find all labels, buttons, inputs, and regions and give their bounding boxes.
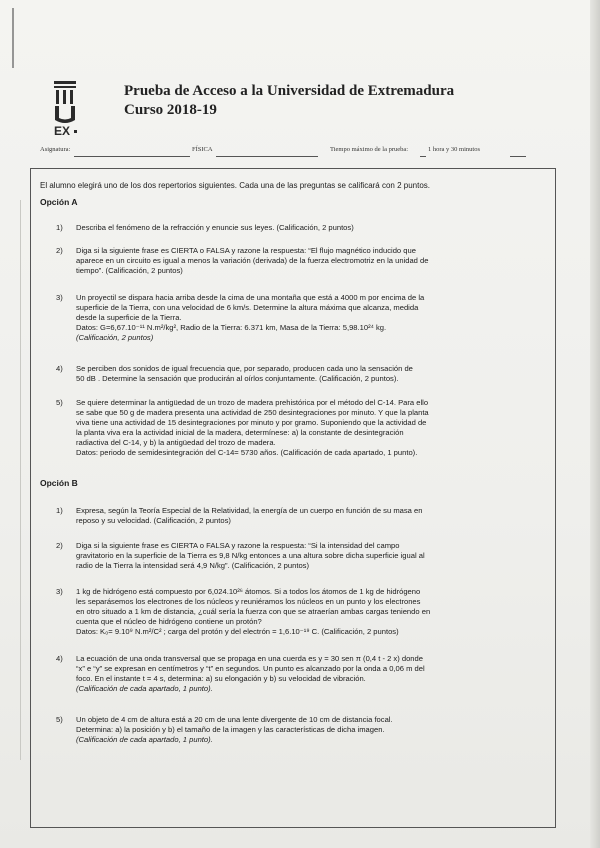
instructions: El alumno elegirá uno de los dos repertorios siguientes. Cada una de las preguntas se calificará con 2 puntos. xyxy=(40,181,431,190)
question-number: 3) xyxy=(56,293,63,302)
question-line: Datos: K₀= 9.10⁹ N.m²/C² ; carga del protón y del electrón = 1,6.10⁻¹⁹ C. (Calificación, 2 puntos) xyxy=(76,627,399,636)
question-line: Describa el fenómeno de la refracción y enuncie sus leyes. (Calificación, 2 puntos) xyxy=(76,223,354,232)
question-line: desde la superficie de la Tierra. xyxy=(76,313,182,322)
university-logo-icon xyxy=(46,80,100,136)
title-line-2: Curso 2018-19 xyxy=(124,102,217,118)
option-b-title: Opción B xyxy=(40,478,78,488)
question-line: (Calificación de cada apartado, 1 punto). xyxy=(76,735,213,744)
question-line: Se perciben dos sonidos de igual frecuencia que, por separado, producen cada uno la sensación de xyxy=(76,364,413,373)
question-number: 1) xyxy=(56,223,63,232)
question-line: radiactiva del C-14, y b) la antigüedad del trozo de madera. xyxy=(76,438,276,447)
question-line: aparece en un circuito es igual a menos la variación (derivada) de la fuerza electromotriz en la unidad de xyxy=(76,256,429,265)
question-line: Un objeto de 4 cm de altura está a 20 cm de una lente divergente de 10 cm de distancia focal. xyxy=(76,715,393,724)
question-line: cuenta que el núcleo de hidrógeno contiene un protón? xyxy=(76,617,262,626)
question-line: radio de la Tierra la intensidad será 4,9 N/kg”. (Calificación, 2 puntos) xyxy=(76,561,309,570)
question-number: 2) xyxy=(56,541,63,550)
time-blank-line xyxy=(420,156,426,157)
subject-underline xyxy=(216,156,318,157)
logo-text: EX xyxy=(54,124,71,136)
question-line: tiempo”. (Calificación, 2 puntos) xyxy=(76,266,183,275)
subject-label: Asignatura: xyxy=(40,146,71,153)
question-line: (Calificación, 2 puntos) xyxy=(76,333,154,342)
question-line: “x” e “y” se expresan en centímetros y “t” en segundos. Un punto es alcanzado por la onda a 0,06 m del xyxy=(76,664,425,673)
question-number: 4) xyxy=(56,364,63,373)
question-line: superficie de la Tierra, con una velocidad de 6 km/s. Determine la altura máxima que alcanza, medida xyxy=(76,303,419,312)
title-line-1: Prueba de Acceso a la Universidad de Extremadura xyxy=(124,83,455,99)
question-line: les separásemos los electrones de los núcleos y reuniéramos los núcleos en un punto y los electrones xyxy=(76,597,421,606)
exam-title xyxy=(124,82,454,120)
option-a-title: Opción A xyxy=(40,197,78,207)
question-line: foco. En el instante t = 4 s, determina: a) su elongación y b) su velocidad de vibración. xyxy=(76,674,366,683)
question-line: 50 dB . Determine la sensación que producirán al oírlos conjuntamente. (Calificación, 2 puntos). xyxy=(76,374,399,383)
question-line: la planta viva era la actividad inicial de la madera, determínese: a) la constante de desintegración xyxy=(76,428,404,437)
question-line: Se quiere determinar la antigüedad de un trozo de madera prehistórica por el método del C-14. Para ello xyxy=(76,398,429,407)
paper-fold xyxy=(20,200,21,760)
paper-mark xyxy=(12,8,14,68)
time-value: 1 hora y 30 minutos xyxy=(428,146,480,153)
question-number: 3) xyxy=(56,587,63,596)
question-line: se sabe que 50 g de madera presenta una actividad de 250 desintegraciones por minuto. Y que la planta xyxy=(76,408,429,417)
question-line: viva tiene una actividad de 15 desintegraciones por minuto y por gramo. Suponiendo que la actividad de xyxy=(76,418,427,427)
question-line: La ecuación de una onda transversal que se propaga en una cuerda es y = 30 sen π (0,4 t - 2 x) donde xyxy=(76,654,423,663)
question-line: Diga si la siguiente frase es CIERTA o FALSA y razone la respuesta: “El flujo magnético inducido que xyxy=(76,246,416,255)
question-line: (Calificación de cada apartado, 1 punto). xyxy=(76,684,213,693)
question-number: 2) xyxy=(56,246,63,255)
question-number: 4) xyxy=(56,654,63,663)
exam-meta-row xyxy=(40,146,540,160)
question-line: Datos: periodo de semidesintegración del C-14= 5730 años. (Calificación de cada apartado, 1 punto). xyxy=(76,448,418,457)
question-line: Diga si la siguiente frase es CIERTA o FALSA y razone la respuesta: “Si la intensidad del campo xyxy=(76,541,400,550)
question-number: 5) xyxy=(56,398,63,407)
question-number: 1) xyxy=(56,506,63,515)
time-label: Tiempo máximo de la prueba: xyxy=(330,146,409,153)
question-line: gravitatorio en la superficie de la Tierra es 9,8 N/kg entonces a una altura sobre dicha superficie igual al xyxy=(76,551,425,560)
time-underline xyxy=(510,156,526,157)
question-line: Determina: a) la posición y b) el tamaño de la imagen y las características de dicha imagen. xyxy=(76,725,385,734)
question-line: Un proyectil se dispara hacia arriba desde la cima de una montaña que está a 4000 m por encima de la xyxy=(76,293,425,302)
question-line: Datos: G=6,67.10⁻¹¹ N.m²/kg², Radio de la Tierra: 6.371 km, Masa de la Tierra: 5,98.10²⁴ kg. xyxy=(76,323,387,332)
question-line: Expresa, según la Teoría Especial de la Relatividad, la energía de un cuerpo en función de su masa en xyxy=(76,506,423,515)
subject-value: FÍSICA xyxy=(192,146,213,153)
paper-edge xyxy=(590,0,600,848)
question-number: 5) xyxy=(56,715,63,724)
subject-blank-line xyxy=(74,156,190,157)
question-line: 1 kg de hidrógeno está compuesto por 6,024.10²⁶ átomos. Si a todos los átomos de 1 kg de hidrógeno xyxy=(76,587,421,596)
question-line: reposo y su velocidad. (Calificación, 2 puntos) xyxy=(76,516,231,525)
question-line: en otro situado a 1 km de distancia, ¿cuál sería la fuerza con que se atraerían ambas cargas teniendo en xyxy=(76,607,431,616)
